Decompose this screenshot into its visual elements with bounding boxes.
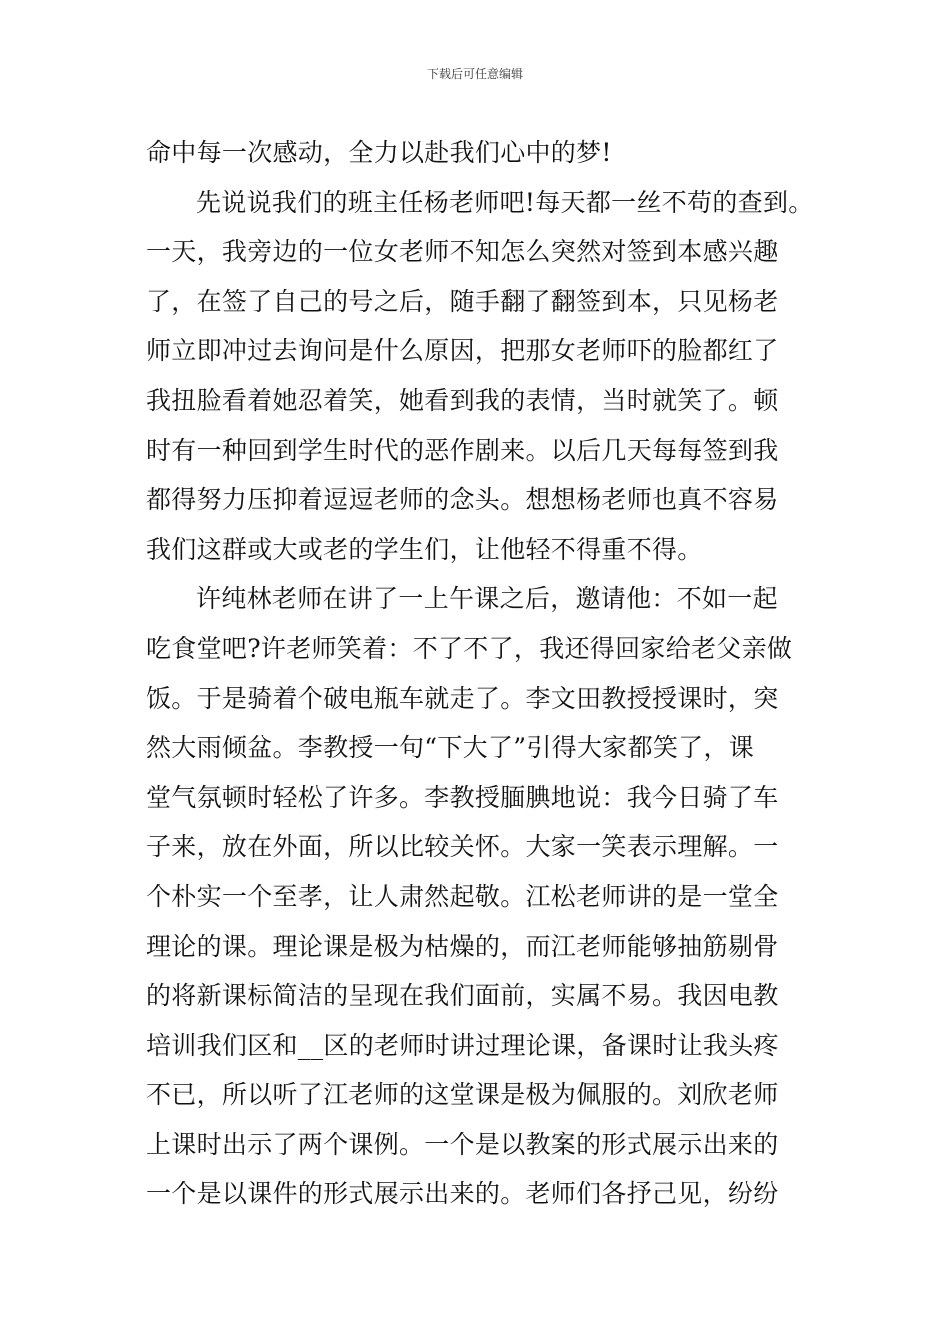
text-line: 都得努力压抑着逗逗老师的念头。想想杨老师也真不容易	[146, 485, 779, 515]
text-line: 先说说我们的班主任杨老师吧!每天都一丝不苟的查到。	[196, 187, 814, 217]
document-body	[146, 128, 846, 1219]
text-line: 吃食堂吧?许老师笑着：不了不了，我还得回家给老父亲做	[146, 633, 793, 663]
text-line: 饭。于是骑着个破电瓶车就走了。李文田教授授课时，突	[146, 683, 779, 713]
page-header: 下载后可任意编辑	[426, 67, 523, 81]
text-line: 许纯林老师在讲了一上午课之后，邀请他：不如一起	[196, 584, 778, 614]
text-line: 命中每一次感动，全力以赴我们心中的梦!	[146, 138, 612, 167]
text-line: 子来，放在外面，所以比较关怀。大家一笑表示理解。一	[146, 832, 779, 862]
text-line: 时有一种回到学生时代的恶作剧来。以后几天每每签到我	[146, 435, 779, 465]
text-line: 堂气氛顿时轻松了许多。李教授腼腆地说：我今日骑了车	[146, 782, 779, 812]
text-line: 我扭脸看着她忍着笑，她看到我的表情，当时就笑了。顿	[146, 385, 779, 415]
text-line: 然大雨倾盆。李教授一句“下大了”引得大家都笑了，课	[146, 733, 755, 763]
text-line: 理论的课。理论课是极为枯燥的，而江老师能够抽筋剔骨	[146, 931, 779, 961]
text-line: 培训我们区和__区的老师时讲过理论课，备课时让我头疼	[146, 1030, 779, 1060]
text-line: 不已，所以听了江老师的这堂课是极为佩服的。刘欣老师	[146, 1080, 779, 1110]
text-line: 一个是以课件的形式展示出来的。老师们各抒己见，纷纷	[146, 1179, 779, 1209]
text-line: 个朴实一个至孝，让人肃然起敬。江松老师讲的是一堂全	[146, 881, 779, 911]
text-line: 上课时出示了两个课例。一个是以教案的形式展示出来的	[146, 1129, 779, 1159]
text-line: 我们这群或大或老的学生们，让他轻不得重不得。	[146, 534, 703, 564]
text-line: 的将新课标简洁的呈现在我们面前，实属不易。我因电教	[146, 981, 779, 1011]
text-line: 师立即冲过去询问是什么原因，把那女老师吓的脸都红了	[146, 336, 779, 366]
text-line: 了，在签了自己的号之后，随手翻了翻签到本，只见杨老	[146, 286, 779, 316]
text-line: 一天，我旁边的一位女老师不知怎么突然对签到本感兴趣	[146, 237, 779, 267]
